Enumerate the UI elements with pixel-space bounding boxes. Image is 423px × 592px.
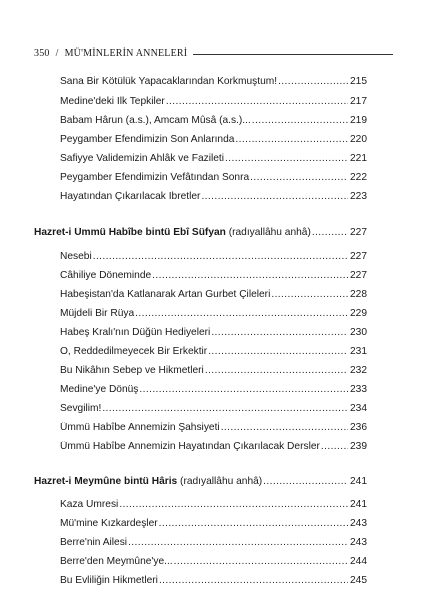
toc-entry-page: 239 [350,441,367,452]
toc-entry[interactable] [60,365,367,377]
toc-entry[interactable] [60,403,367,415]
toc-entry-title: Müjdeli Bir Rüya [60,308,135,319]
toc-entry[interactable] [60,537,367,549]
toc-entry[interactable] [60,556,367,568]
toc-entry[interactable] [60,384,367,396]
toc-entry[interactable] [60,270,367,282]
toc-entry-page: 217 [350,96,367,107]
toc-entry[interactable] [60,499,367,511]
toc-entry-title: Habeşistan'da Katlanarak Artan Gurbet Çileleri [60,289,271,300]
toc-entry[interactable] [60,518,367,530]
toc-entry-page: 230 [350,327,367,338]
dot-leader [208,346,348,358]
toc-entry[interactable] [60,422,367,434]
toc-entry-title: Kaza Umresi [60,499,119,510]
toc-entry[interactable] [60,575,367,587]
dot-leader [235,134,348,146]
dot-leader [221,422,348,434]
toc-entry[interactable] [60,134,367,146]
toc-entry-title: Medine'deki İlk Tepkiler [60,96,165,107]
dot-leader [139,384,348,396]
dot-leader [211,327,348,339]
toc-entry-title: Peygamber Efendimizin Son Anlarında [60,134,235,145]
toc-entry-page: 243 [350,537,367,548]
toc-entry[interactable] [60,76,367,88]
toc-entry-title: Ümmü Habîbe Annemizin Hayatından Çıkarılacak Dersler [60,441,320,452]
dot-leader [159,518,348,530]
toc-entry-title: Berre'den Meymûne'ye... [60,556,173,567]
toc-entry-title: Sevgilim! [60,403,102,414]
toc-entry[interactable] [60,441,367,453]
chapter-suffix: (radıyallâhu anhâ) [225,227,311,238]
toc-chapter-heading[interactable] [34,476,367,488]
toc-entry[interactable] [60,115,367,127]
toc-entry[interactable] [60,308,367,320]
toc-entry-title: Habeş Kralı'nın Düğün Hediyeleri [60,327,211,338]
dot-leader [102,403,348,415]
toc-entry-page: 221 [350,153,367,164]
chapter-name: Hazret-i Meymûne bintü Hâris [34,476,178,487]
toc-entry-page: 233 [350,384,367,395]
toc-entry-page: 236 [350,422,367,433]
dot-leader [321,441,348,453]
toc-entry-page: 223 [350,191,367,202]
toc-entry-title: Bu Evliliğin Hikmetleri [60,575,158,586]
dot-leader [252,115,348,127]
dot-leader [250,172,348,184]
toc-entry-title: Babam Hârun (a.s.), Amcam Mûsâ (a.s.)... [60,115,251,126]
dot-leader [159,575,348,587]
toc-entry-page: 241 [350,476,367,487]
dot-leader [174,556,348,568]
toc-chapter-heading[interactable] [34,227,367,239]
dot-leader [263,476,348,488]
dot-leader [166,96,348,108]
toc-entry-title: Berre'nin Ailesi [60,537,128,548]
toc-entry-title: Ümmü Habîbe Annemizin Şahsiyeti [60,422,220,433]
toc-entry-page: 220 [350,134,367,145]
toc-entry-page: 232 [350,365,367,376]
dot-leader [278,76,348,88]
header-separator: / [55,48,59,59]
toc-entry-title: Sana Bir Kötülük Yapacaklarından Korkmuştum! [60,76,278,87]
running-title: MÜ'MİNLERİN ANNELERİ [64,48,188,59]
toc-entry-page: 245 [350,575,367,586]
toc-entry-page: 241 [350,499,367,510]
toc-entry-title: Nesebi [60,251,92,262]
dot-leader [225,153,348,165]
dot-leader [152,270,348,282]
toc-entry-title: O, Reddedilmeyecek Bir Erkektir [60,346,208,357]
dot-leader [205,365,348,377]
page-number: 350 [34,48,50,59]
dot-leader [201,191,348,203]
toc-entry-title: Medine'ye Dönüş [60,384,139,395]
toc-entry-page: 227 [350,227,367,238]
toc-entry[interactable] [60,251,367,263]
toc-entry[interactable] [60,289,367,301]
dot-leader [128,537,348,549]
toc-entry-page: 215 [350,76,367,87]
header-rule [193,54,393,55]
toc-entry-page: 227 [350,270,367,281]
toc-entry-title: Safiyye Validemizin Ahlâk ve Fazileti [60,153,225,164]
toc-entry-page: 243 [350,518,367,529]
toc-entry-title: Peygamber Efendimizin Vefâtından Sonra [60,172,250,183]
toc-entry-title: Hayatından Çıkarılacak İbretler [60,191,201,202]
toc-entry-title: Mü'mine Kızkardeşler [60,518,158,529]
dot-leader [135,308,348,320]
dot-leader [93,251,348,263]
toc-entry-page: 219 [350,115,367,126]
toc-entry[interactable] [60,172,367,184]
toc-entry-page: 231 [350,346,367,357]
toc-entry-page: 234 [350,403,367,414]
toc-entry-page: 227 [350,251,367,262]
toc-entry[interactable] [60,327,367,339]
toc-entry-title: Câhiliye Döneminde [60,270,152,281]
dot-leader [271,289,348,301]
toc-entry[interactable] [60,96,367,108]
toc-entry-title: Bu Nikâhın Sebep ve Hikmetleri [60,365,204,376]
chapter-name: Hazret-i Ümmü Habîbe bintü Ebî Süfyan [34,227,226,238]
toc-entry[interactable] [60,346,367,358]
toc-entry[interactable] [60,153,367,165]
toc-entry[interactable] [60,191,367,203]
toc-entry-page: 222 [350,172,367,183]
toc-entry-page: 228 [350,289,367,300]
toc-entry-page: 229 [350,308,367,319]
running-header [34,48,393,59]
dot-leader [312,227,348,239]
chapter-suffix: (radıyallâhu anhâ) [177,476,263,487]
toc-entry-page: 244 [350,556,367,567]
dot-leader [119,499,348,511]
